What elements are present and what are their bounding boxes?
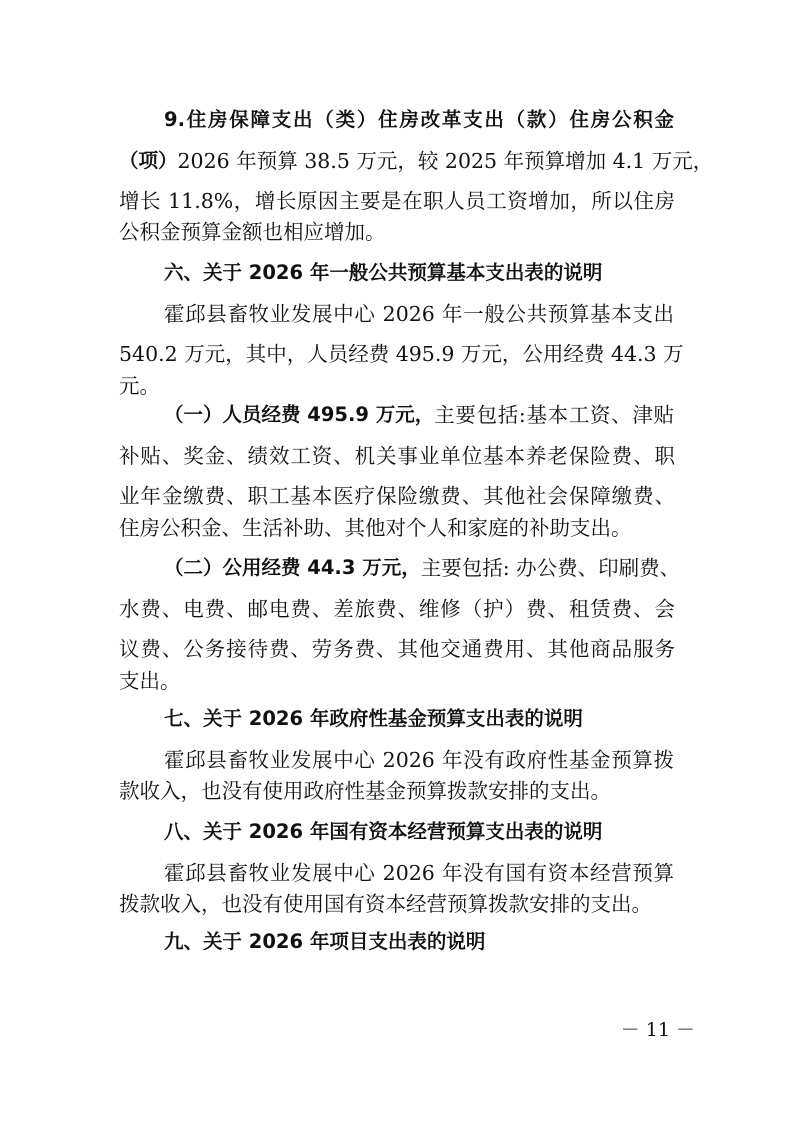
public-bold: （二）公用经费 44.3 万元， xyxy=(164,556,421,579)
item9-line1: 9.住房保障支出（类）住房改革支出（款）住房公积金 xyxy=(164,108,674,131)
section7-line1: 霍邱县畜牧业发展中心 2026 年没有政府性基金预算拨 xyxy=(164,748,674,772)
page-number: － 11 － xyxy=(620,1019,695,1041)
item9-line2-bold: （项） xyxy=(119,149,178,172)
section6-para-line3: 元。 xyxy=(119,374,160,398)
item9-line3: 增长 11.8%，增长原因主要是在职人员工资增加，所以住房 xyxy=(119,189,675,213)
section9-title: 九、关于 2026 年项目支出表的说明 xyxy=(164,930,486,953)
public-line1 xyxy=(164,553,681,583)
public-line2: 水费、电费、邮电费、差旅费、维修（护）费、租赁费、会 xyxy=(119,597,675,621)
personnel-bold: （一）人员经费 495.9 万元， xyxy=(164,403,435,426)
section6-para-line1: 霍邱县畜牧业发展中心 2026 年一般公共预算基本支出 xyxy=(164,302,674,326)
section7-line2: 款收入，也没有使用政府性基金预算拨款安排的支出。 xyxy=(119,779,611,803)
public-line4: 支出。 xyxy=(119,669,181,693)
section7-title: 七、关于 2026 年政府性基金预算支出表的说明 xyxy=(164,707,583,730)
item9-line4: 公积金预算金额也相应增加。 xyxy=(119,220,386,244)
personnel-line3: 业年金缴费、职工基本医疗保险缴费、其他社会保障缴费、 xyxy=(119,484,675,508)
item9-line2 xyxy=(119,146,714,176)
personnel-line4: 住房公积金、生活补助、其他对个人和家庭的补助支出。 xyxy=(119,516,632,540)
personnel-rest: 主要包括:基本工资、津贴 xyxy=(434,403,674,427)
personnel-line1 xyxy=(164,400,674,430)
section8-line1: 霍邱县畜牧业发展中心 2026 年没有国有资本经营预算 xyxy=(164,861,674,885)
section8-line2: 拨款收入，也没有使用国有资本经营预算拨款安排的支出。 xyxy=(119,892,652,916)
section8-title: 八、关于 2026 年国有资本经营预算支出表的说明 xyxy=(164,820,603,843)
personnel-line2: 补贴、奖金、绩效工资、机关事业单位基本养老保险费、职 xyxy=(119,444,675,468)
section6-title: 六、关于 2026 年一般公共预算基本支出表的说明 xyxy=(164,261,603,284)
section6-para-line2: 540.2 万元，其中，人员经费 495.9 万元，公用经费 44.3 万 xyxy=(119,342,684,366)
public-rest: 主要包括: 办公费、印刷费、 xyxy=(420,556,681,580)
item9-line2-rest: 2026 年预算 38.5 万元，较 2025 年预算增加 4.1 万元， xyxy=(177,149,714,173)
public-line3: 议费、公务接待费、劳务费、其他交通费用、其他商品服务 xyxy=(119,637,675,661)
